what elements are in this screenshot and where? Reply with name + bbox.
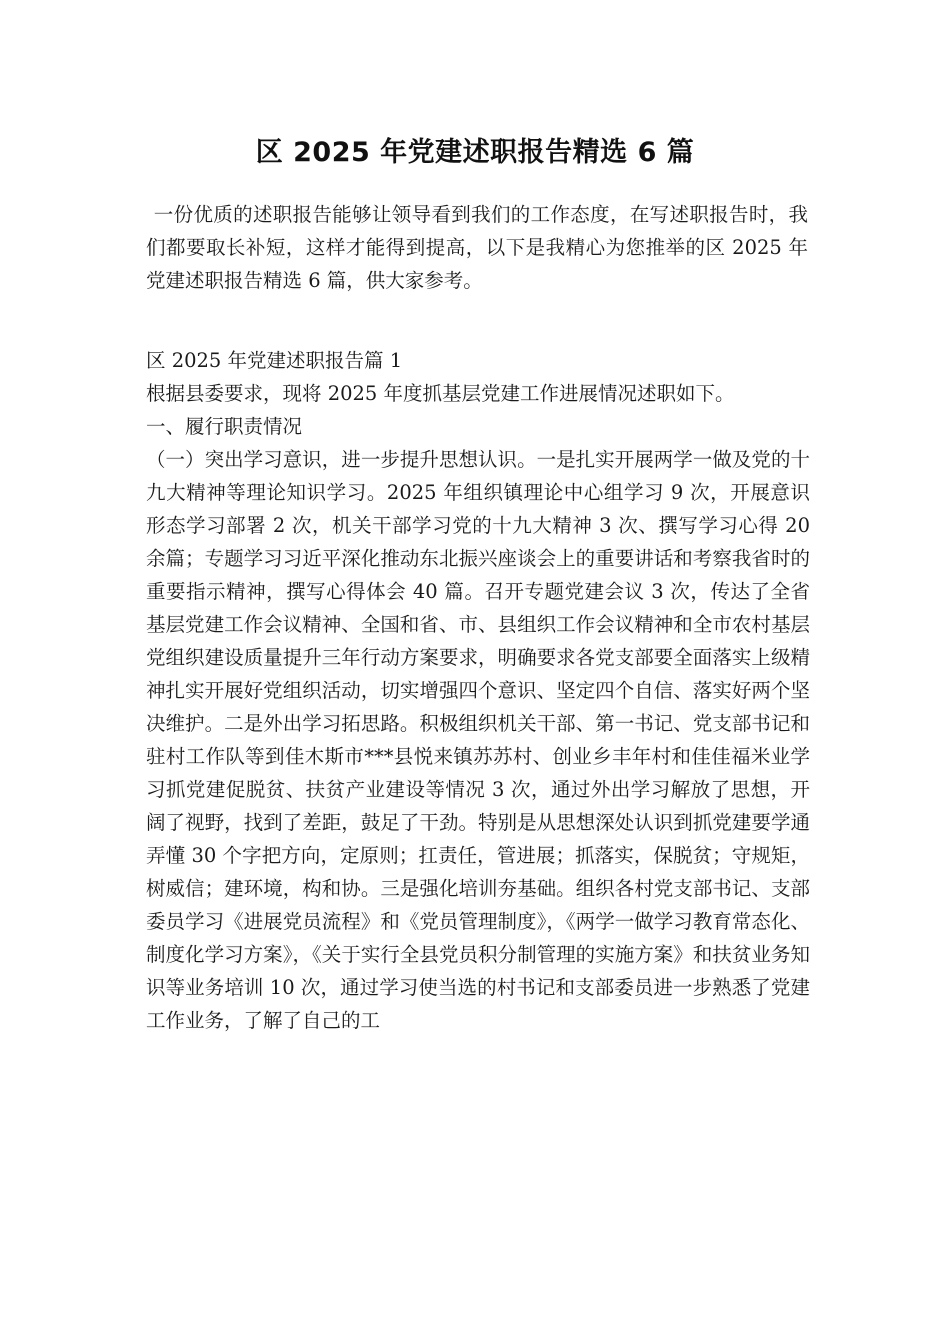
intro-paragraph: 一份优质的述职报告能够让领导看到我们的工作态度，在写述职报告时，我们都要取长补短，这样才能得到提高，以下是我精心为您推举的区 2025 年党建述职报告精选 6 篇，供大家参考。 bbox=[146, 203, 808, 292]
document-body bbox=[146, 344, 810, 1037]
document-title: 区 2025 年党建述职报告精选 6 篇 bbox=[255, 137, 695, 168]
body-paragraph: （一）突出学习意识，进一步提升思想认识。一是扎实开展两学一做及党的十九大精神等理论知识学习。2025 年组织镇理论中心组学习 9 次，开展意识形态学习部署 2 次，机关干部学习党的十九大精神 3 次、撰写学习心得 20 余篇；专题学习习近平深化推动东北振兴座谈会上的重要讲话和考察我省时的重要指示精神，撰写心得体会 40 篇。召开专题党建会议 3 次，传达了全省基层党建工作会议精神、全国和省、市、县组织工作会议精神和全市农村基层党组织建设质量提升三年行动方案要求，明确要求各党支部要全面落实上级精神扎实开展好党组织活动，切实增强四个意识、坚定四个自信、落实好两个坚决维护。二是外出学习拓思路。积极组织机关干部、第一书记、党支部书记和驻村工作队等到佳木斯市***县悦来镇苏苏村、创业乡丰年村和佳佳福米业学习抓党建促脱贫、扶贫产业建设等情况 3 次，通过外出学习解放了思想，开阔了视野，找到了差距，鼓足了干劲。特别是从思想深处认识到抓党建要学通弄懂 30 个字把方向，定原则；扛责任，管进展；抓落实，保脱贫；守规矩，树威信；建环境，构和协。三是强化培训夯基础。组织各村党支部书记、支部委员学习《进展党员流程》和《党员管理制度》，《两学一做学习教育常态化、制度化学习方案》，《关于实行全县党员积分制管理的实施方案》和扶贫业务知识等业务培训 10 次，通过学习使当选的村书记和支部委员进一步熟悉了党建工作业务，了解了自己的工 bbox=[146, 448, 810, 1032]
subheading: 一、履行职责情况 bbox=[146, 415, 303, 438]
lead-paragraph: 根据县委要求，现将 2025 年度抓基层党建工作进展情况述职如下。 bbox=[146, 382, 735, 405]
section-heading: 区 2025 年党建述职报告篇 1 bbox=[146, 349, 403, 372]
